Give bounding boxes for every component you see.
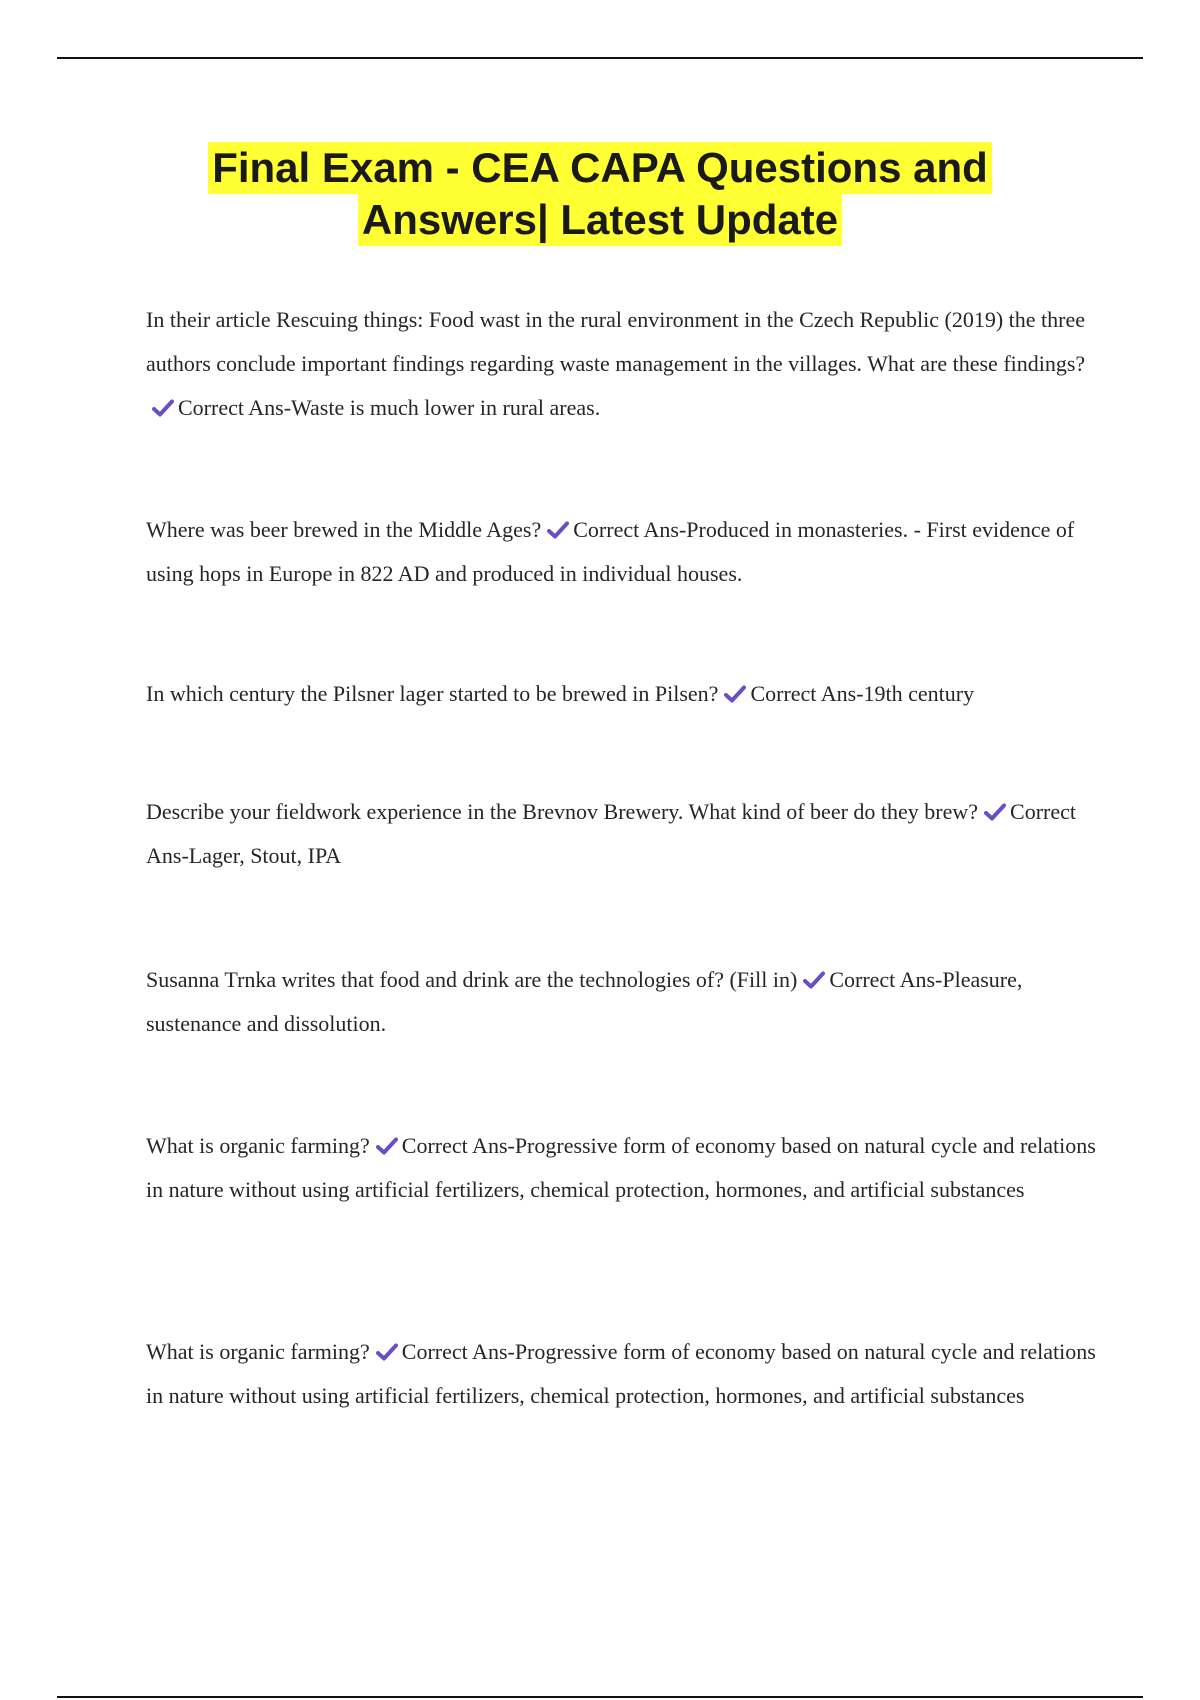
qa-item-5 — [146, 958, 1096, 1046]
question-text: What is organic farming? — [146, 1339, 370, 1364]
checkmark-icon — [984, 803, 1006, 821]
question-text: Susanna Trnka writes that food and drink are the technologies of? (Fill in) — [146, 967, 798, 992]
question-text: Where was beer brewed in the Middle Ages? — [146, 517, 542, 542]
question-text: In which century the Pilsner lager started to be brewed in Pilsen? — [146, 681, 719, 706]
qa-item-2 — [146, 508, 1096, 596]
qa-item-1 — [146, 298, 1096, 430]
checkmark-icon — [376, 1137, 398, 1155]
question-text: In their article Rescuing things: Food wast in the rural environment in the Czech Republic (2019) the three authors conclude important findings regarding waste management in the villages. What are these findings? — [146, 307, 1086, 376]
answer-text: Correct Ans-Produced in monasteries. - First evidence of using hops in Europe in 822 AD and produced in individual houses. — [146, 517, 1075, 586]
qa-item-3 — [146, 672, 1096, 716]
qa-item-4 — [146, 790, 1096, 878]
checkmark-icon — [724, 685, 746, 703]
checkmark-icon — [376, 1343, 398, 1361]
answer-text: Correct Ans-Pleasure, sustenance and dissolution. — [146, 967, 1023, 1036]
title-line-2: Answers| Latest Update — [358, 194, 842, 246]
answer-text: Correct Ans-Lager, Stout, IPA — [146, 799, 1076, 868]
answer-text: Correct Ans-19th century — [750, 681, 975, 706]
title-line-1: Final Exam - CEA CAPA Questions and — [208, 142, 992, 194]
qa-item-6 — [146, 1124, 1096, 1212]
question-text: Describe your fieldwork experience in the Brevnov Brewery. What kind of beer do they brew? — [146, 799, 979, 824]
question-text: What is organic farming? — [146, 1133, 370, 1158]
top-divider — [57, 57, 1143, 59]
answer-text: Correct Ans-Progressive form of economy based on natural cycle and relations in nature without using artificial fertilizers, chemical protection, hormones, and artificial substances — [146, 1133, 1096, 1202]
checkmark-icon — [547, 521, 569, 539]
bottom-divider — [57, 1696, 1143, 1698]
checkmark-icon — [152, 399, 174, 417]
document-title — [100, 142, 1100, 246]
checkmark-icon — [803, 971, 825, 989]
answer-text: Correct Ans-Progressive form of economy based on natural cycle and relations in nature without using artificial fertilizers, chemical protection, hormones, and artificial substances — [146, 1339, 1096, 1408]
qa-item-7 — [146, 1330, 1096, 1418]
answer-text: Correct Ans-Waste is much lower in rural areas. — [178, 395, 601, 420]
